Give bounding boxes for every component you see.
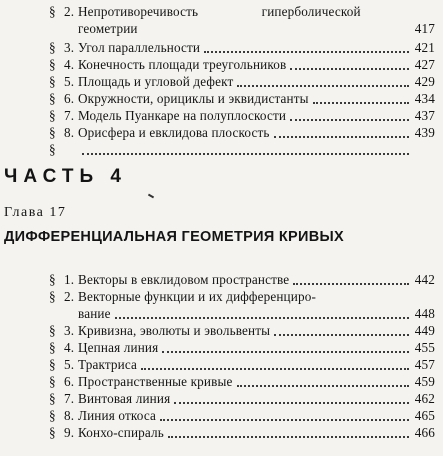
entry-title: Орисфера и евклидова плоскость [78,125,270,140]
entry-title: Трактриса [78,357,138,372]
toc-entry [49,322,435,339]
entry-title-continued: вание [78,306,111,321]
entry-number: 7. [64,108,75,123]
entry-number: 7. [64,391,75,406]
section-symbol: § [49,408,56,423]
page-number: 448 [414,306,435,321]
entry-title: Непротиворечивость гиперболической [78,4,361,19]
page-number: 465 [414,408,435,423]
section-symbol: § [49,340,56,355]
toc-entry [49,271,435,288]
entry-number: 8. [64,408,75,423]
toc-entry [49,56,435,73]
toc-entry [49,424,435,441]
toc-entry [49,73,435,90]
print-mark [148,194,154,199]
page-number: 462 [414,391,435,406]
part-heading: ЧАСТЬ 4 [4,166,127,187]
entry-title: Площадь и угловой дефект [78,74,234,89]
page-number: 466 [414,425,435,440]
entry-title-continued: геометрии [78,21,138,36]
entry-number: 6. [64,374,75,389]
entry-number: 1. [64,272,75,287]
entry-number: 5. [64,357,75,372]
section-symbol: § [49,125,56,140]
entry-number: 3. [64,323,75,338]
entry-title: Угол параллельности [78,40,201,55]
entry-title: Модель Пуанкаре на полуплоскости [78,108,287,123]
entry-title: Векторы в евклидовом пространстве [78,272,290,287]
entry-title: Конхо-спираль [78,425,164,440]
page-number: 434 [414,91,435,106]
page-number: 427 [414,57,435,72]
page-number: 455 [414,340,435,355]
page-number: 417 [414,21,435,36]
toc-entry [49,339,435,356]
section-symbol: § [49,272,56,287]
toc-entry [49,407,435,424]
toc-entry [49,288,435,322]
entry-title: Окружности, орициклы и эквидистанты [78,91,309,106]
section-symbol: § [49,323,56,338]
section-symbol: § [49,425,56,440]
section-symbol: § [49,108,56,123]
page-number: 439 [414,125,435,140]
section-symbol: § [49,289,56,304]
entry-title: Винтовая линия [78,391,171,406]
entry-number: 8. [64,125,75,140]
entry-title: Линия откоса [78,408,156,423]
toc-entry [49,356,435,373]
entry-number: 2. [64,4,75,19]
section-symbol: § [49,57,56,72]
toc-entry [49,39,435,56]
toc-entry [49,373,435,390]
toc-entry [49,90,435,107]
section-symbol: § [49,4,56,19]
page-number: 459 [414,374,435,389]
page-number: 421 [414,40,435,55]
chapter-title: ДИФФЕРЕНЦИАЛЬНАЯ ГЕОМЕТРИЯ КРИВЫХ [4,229,344,245]
section-symbol: § [49,391,56,406]
toc-entry [49,3,435,37]
entry-number: 4. [64,57,75,72]
section-symbol: § [49,40,56,55]
section-symbol: § [49,142,56,157]
entry-number: 2. [64,289,75,304]
entry-number: 4. [64,340,75,355]
entry-number: 9. [64,425,75,440]
page-number: 442 [414,272,435,287]
chapter-label: Глава 17 [4,205,67,220]
page-number: 429 [414,74,435,89]
entry-number: 5. [64,74,75,89]
page-number: 437 [414,108,435,123]
entry-title: Векторные функции и их дифференциро- [78,289,317,304]
entry-title: Кривизна, эволюты и эвольвенты [78,323,271,338]
entry-title: Конечность площади треугольников [78,57,287,72]
toc-entry [49,124,435,141]
entry-number: 3. [64,40,75,55]
toc-entry [49,107,435,124]
page-number: 457 [414,357,435,372]
toc-entry [49,390,435,407]
section-symbol: § [49,374,56,389]
section-symbol: § [49,91,56,106]
entry-title: Цепная линия [78,340,159,355]
entry-number: 6. [64,91,75,106]
entry-title: Пространственные кривые [78,374,233,389]
toc-entry [49,141,435,158]
section-symbol: § [49,74,56,89]
page-number: 449 [414,323,435,338]
section-symbol: § [49,357,56,372]
